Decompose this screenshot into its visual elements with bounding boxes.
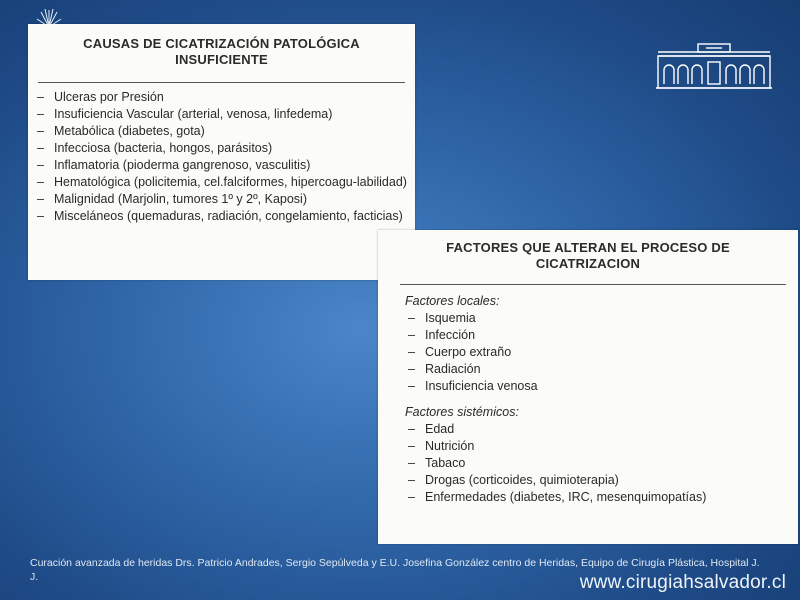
list-item: – Metabólica (diabetes, gota) (54, 123, 407, 140)
list-item: – Infección (425, 327, 798, 344)
causes-list (28, 89, 415, 225)
card1-title (28, 24, 415, 68)
list-item: – Ulceras por Presión (54, 89, 407, 106)
card2-title-line1: FACTORES QUE ALTERAN EL PROCESO DE (446, 240, 730, 255)
list-item: – Enfermedades (diabetes, IRC, mesenquimopatías) (425, 489, 798, 506)
pathological-causes-card (28, 24, 415, 280)
list-item: – Nutrición (425, 438, 798, 455)
card2-title-line2: CICATRIZACION (535, 256, 641, 271)
card2-title (378, 230, 798, 272)
list-item: – Tabaco (425, 455, 798, 472)
card1-title-line2: INSUFICIENTE (175, 52, 268, 67)
hospital-building-icon (654, 40, 774, 92)
list-item: – Malignidad (Marjolin, tumores 1º y 2º, Kaposi) (54, 191, 407, 208)
source-caption: Curación avanzada de heridas Drs. Patricio Andrades, Sergio Sepúlveda y E.U. Josefina González centro de Heridas, Equipo de Cirugía Plástica, Hospital J. J. (30, 557, 760, 583)
list-item: – Insuficiencia Vascular (arterial, venosa, linfedema) (54, 106, 407, 123)
list-item: – Radiación (425, 361, 798, 378)
list-item: – Misceláneos (quemaduras, radiación, congelamiento, facticias) (54, 208, 407, 225)
list-item: – Isquemia (425, 310, 798, 327)
divider (400, 284, 786, 285)
list-item: – Infecciosa (bacteria, hongos, parásitos) (54, 140, 407, 157)
list-item: – Drogas (corticoides, quimioterapia) (425, 472, 798, 489)
list-item: – Hematológica (policitemia, cel.falciformes, hipercoagu-labilidad) (54, 174, 407, 191)
divider (38, 82, 405, 83)
list-item: – Inflamatoria (pioderma gangrenoso, vasculitis) (54, 157, 407, 174)
list-item: – Edad (425, 421, 798, 438)
list-item: – Insuficiencia venosa (425, 378, 798, 395)
list-item: – Cuerpo extraño (425, 344, 798, 361)
local-factors-heading: Factores locales: (405, 294, 500, 308)
website-link[interactable]: www.cirugiahsalvador.cl (579, 572, 786, 593)
local-factors-list (378, 310, 798, 395)
systemic-factors-list (378, 421, 798, 506)
healing-factors-card (378, 230, 798, 544)
systemic-factors-heading: Factores sistémicos: (405, 405, 519, 419)
card1-title-line1: CAUSAS DE CICATRIZACIÓN PATOLÓGICA (83, 36, 360, 51)
